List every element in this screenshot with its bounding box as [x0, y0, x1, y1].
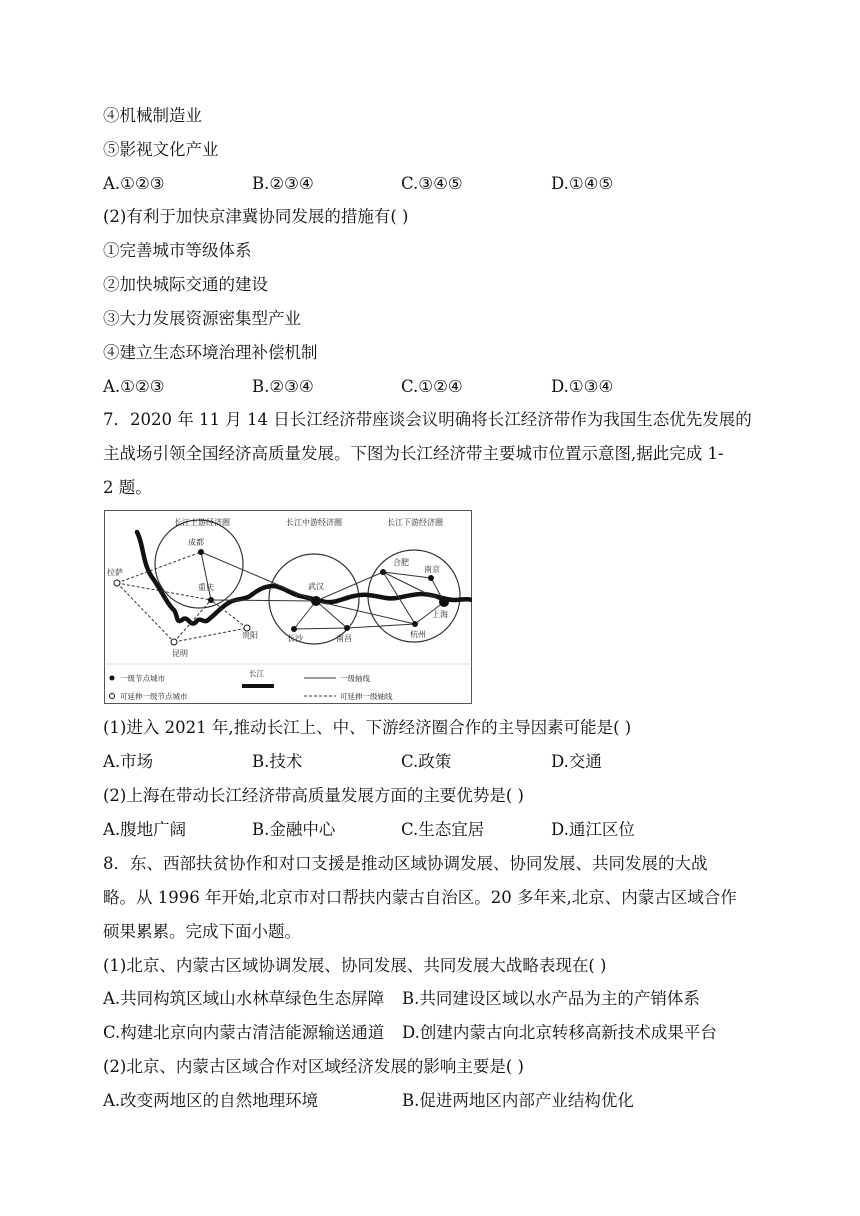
option-a: A.①②③: [103, 174, 165, 193]
option-c: C.生态宜居: [401, 820, 485, 839]
q8-stem-line-2: 略。从 1996 年开始,北京市对口帮扶内蒙古自治区。20 多年来,北京、内蒙古区域合作: [103, 888, 737, 907]
city-lhasa-label: 拉萨: [107, 568, 123, 577]
city-hangzhou-label: 杭州: [410, 630, 426, 639]
option-a: A.共同构筑区域山水林草绿色生态屏障: [103, 989, 385, 1008]
q6-sub2-item-3: ③大力发展资源密集型产业: [103, 309, 301, 328]
q6-item-5: ⑤影视文化产业: [103, 140, 219, 159]
city-changsha-dot: [291, 626, 297, 632]
city-hefei-dot: [380, 569, 386, 575]
q7-stem-line-1: 7．2020 年 11 月 14 日长江经济带座谈会议明确将长江经济带作为我国生态优先发展的: [103, 410, 752, 429]
option-b: B.技术: [252, 752, 303, 771]
option-a: A.改变两地区的自然地理环境: [103, 1091, 319, 1110]
city-guiyang-label: 贵阳: [242, 631, 258, 640]
city-lhasa-dot: [114, 580, 120, 586]
city-nanchang-label: 南昌: [336, 634, 352, 643]
legend-axis: 一级轴线: [340, 674, 370, 683]
option-c: C.政策: [401, 752, 452, 771]
q7-stem-line-3: 2 题。: [103, 478, 152, 497]
city-kunming-label: 昆明: [172, 649, 188, 658]
q6-sub2-item-4: ④建立生态环境治理补偿机制: [103, 343, 318, 362]
city-changsha-label: 长沙: [287, 634, 303, 643]
option-a: A.市场: [103, 752, 154, 771]
city-nanchang-dot: [344, 625, 350, 631]
option-a: A.腹地广阔: [103, 820, 187, 839]
city-nanjing-label: 南京: [424, 565, 440, 574]
option-c: C.构建北京向内蒙古清洁能源输送通道: [103, 1023, 385, 1042]
legend-yangtze: 长江: [249, 669, 264, 678]
q7-sub1-question: (1)进入 2021 年,推动长江上、中、下游经济圈合作的主导因素可能是( ): [103, 718, 632, 737]
city-chongqing-dot: [208, 597, 214, 603]
city-kunming-dot: [171, 639, 177, 645]
option-c: C.③④⑤: [401, 174, 463, 193]
city-wuhan-dot: [311, 596, 321, 606]
option-d: D.交通: [551, 752, 602, 771]
city-hangzhou-dot: [412, 621, 418, 627]
legend-extendable-axis: 可延伸一级轴线: [340, 692, 393, 701]
city-nanjing-dot: [428, 575, 434, 581]
legend-node-city: 一级节点城市: [120, 674, 165, 683]
q7-stem-line-2: 主战场引领全国经济高质量发展。下图为长江经济带主要城市位置示意图,据此完成 1-: [103, 444, 724, 463]
option-a: A.①②③: [103, 377, 165, 396]
q7-sub2-question: (2)上海在带动长江经济带高质量发展方面的主要优势是( ): [103, 786, 524, 805]
option-c: C.①②④: [401, 377, 463, 396]
label-midstream: 长江中游经济圈: [286, 518, 342, 527]
option-b: B.共同建设区域以水产品为主的产销体系: [402, 989, 700, 1008]
q6-sub2-item-1: ①完善城市等级体系: [103, 241, 252, 260]
city-hefei-label: 合肥: [393, 558, 409, 567]
city-shanghai-label: 上海: [432, 610, 448, 619]
q8-stem-line-1: 8．东、西部扶贫协作和对口支援是推动区域协调发展、协同发展、共同发展的大战: [103, 854, 708, 873]
option-d: D.①④⑤: [551, 174, 614, 193]
city-chengdu-label: 成都: [188, 538, 204, 547]
option-d: D.①③④: [551, 377, 614, 396]
legend-extendable-city: 可延伸一级节点城市: [120, 692, 188, 701]
city-chengdu-dot: [198, 549, 204, 555]
q8-sub2-question: (2)北京、内蒙古区域合作对区域经济发展的影响主要是( ): [103, 1057, 524, 1076]
q8-stem-line-3: 硕果累累。完成下面小题。: [103, 922, 301, 941]
label-downstream: 长江下游经济圈: [387, 518, 443, 527]
option-b: B.②③④: [252, 377, 314, 396]
yangtze-economic-belt-map: [104, 510, 472, 704]
city-shanghai-dot: [439, 597, 449, 607]
city-wuhan-label: 武汉: [308, 582, 324, 591]
option-d: D.创建内蒙古向北京转移高新技术成果平台: [402, 1023, 717, 1042]
option-b: B.金融中心: [252, 820, 336, 839]
option-b: B.促进两地区内部产业结构优化: [402, 1091, 634, 1110]
city-chongqing-label: 重庆: [198, 583, 214, 592]
q6-item-4: ④机械制造业: [103, 106, 202, 125]
q6-sub2-item-2: ②加快城际交通的建设: [103, 275, 268, 294]
q6-sub2-question: (2)有利于加快京津冀协同发展的措施有( ): [103, 207, 409, 226]
label-upstream: 长江上游经济圈: [174, 518, 230, 527]
q8-sub1-question: (1)北京、内蒙古区域协调发展、协同发展、共同发展大战略表现在( ): [103, 956, 607, 975]
option-d: D.通江区位: [551, 820, 635, 839]
option-b: B.②③④: [252, 174, 314, 193]
